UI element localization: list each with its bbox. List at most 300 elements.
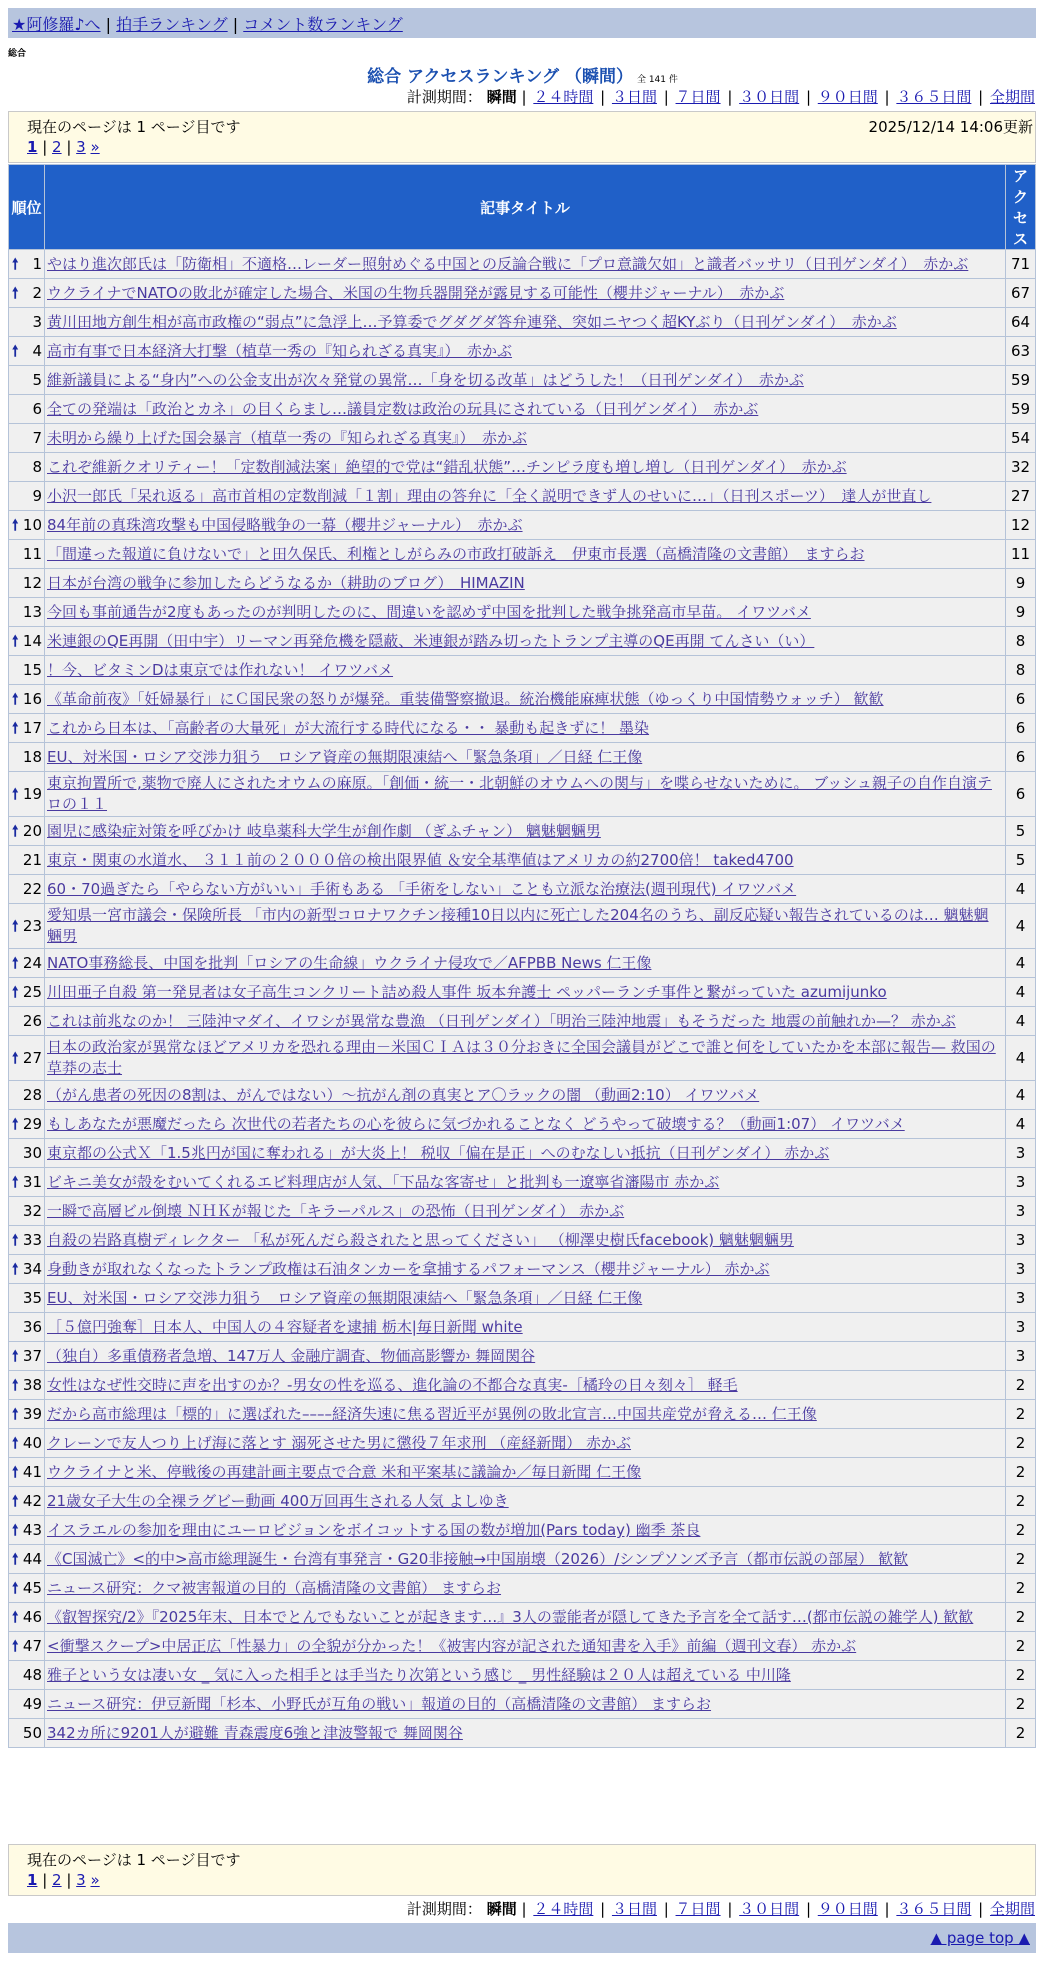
article-title-link[interactable]: 342カ所に9201人が避難 青森震度6強と津波警報で 舞岡関谷: [47, 1724, 463, 1742]
rank-cell: [9, 1168, 45, 1197]
rank-number: 48: [22, 1666, 42, 1684]
rank-number: 19: [22, 785, 42, 803]
updated-timestamp: 2025/12/14 14:06更新: [868, 118, 1033, 136]
access-count: 63: [1006, 337, 1036, 366]
period-7d-link[interactable]: ７日間: [675, 88, 721, 106]
article-title-link[interactable]: 東京・関東の水道水、 ３１１前の２０００倍の検出限界値 ＆安全基準値はアメリカの約2700倍！ taked4700: [47, 851, 794, 869]
table-row: [9, 1313, 1036, 1342]
rank-cell: [9, 817, 45, 846]
table-row: [9, 904, 1036, 949]
article-title-link[interactable]: ！今、ビタミンDは東京では作れない！ イワツバメ: [47, 661, 394, 679]
table-row: [9, 1400, 1036, 1429]
rank-number: 35: [22, 1289, 42, 1307]
title-cell: [45, 1313, 1006, 1342]
rank-number: 28: [22, 1086, 42, 1104]
period-current: 瞬間: [486, 1900, 517, 1918]
table-row: [9, 1110, 1036, 1139]
article-title-link[interactable]: 高市有事で日本経済大打撃（植草一秀の『知られざる真実』） 赤かぶ: [47, 342, 513, 360]
rank-cell: [9, 1516, 45, 1545]
up-arrow-icon: 🠕: [12, 1550, 19, 1568]
rank-number: 21: [22, 851, 42, 869]
table-row: [9, 1487, 1036, 1516]
title-cell: [45, 250, 1006, 279]
next-page-link[interactable]: »: [90, 138, 100, 156]
rank-number: 33: [22, 1231, 42, 1249]
rank-cell: [9, 743, 45, 772]
title-cell: [45, 627, 1006, 656]
article-title-link[interactable]: 自殺の岩路真樹ディレクター 「私が死んだら殺されたと思ってください」 （柳澤史樹氏facebook) 魑魅魍魎男: [47, 1231, 794, 1249]
access-count: 3: [1006, 1313, 1036, 1342]
rank-cell: [9, 279, 45, 308]
up-arrow-icon: 🠕: [12, 719, 19, 737]
title-cell: [45, 714, 1006, 743]
page-link[interactable]: 3: [76, 138, 86, 156]
article-title-link[interactable]: ウクライナでNATOの敗北が確定した場合、米国の生物兵器開発が露見する可能性（櫻井ジャーナル） 赤かぶ: [47, 284, 785, 302]
up-arrow-icon: 🠕: [12, 983, 19, 1001]
access-count: 12: [1006, 511, 1036, 540]
rank-cell: [9, 1110, 45, 1139]
rank-number: 25: [22, 983, 42, 1001]
up-arrow-icon: 🠕: [12, 822, 19, 840]
title-cell: [45, 569, 1006, 598]
access-count: 2: [1006, 1719, 1036, 1748]
rank-cell: [9, 1197, 45, 1226]
rank-number: 2: [32, 284, 42, 302]
table-row: [9, 817, 1036, 846]
title-cell: [45, 337, 1006, 366]
access-count: 2: [1006, 1400, 1036, 1429]
article-title-link[interactable]: 一瞬で高層ビル倒壊 ＮＨＫが報じた「キラーパルス」の恐怖（日刊ゲンダイ） 赤かぶ: [47, 1202, 625, 1220]
table-row: [9, 453, 1036, 482]
article-title-link[interactable]: 21歳女子大生の全裸ラグビー動画 400万回再生される人気 よしゆき: [47, 1492, 509, 1510]
access-count: 3: [1006, 1342, 1036, 1371]
rank-number: 30: [22, 1144, 42, 1162]
period-30d-link[interactable]: ３０日間: [739, 1900, 800, 1918]
rank-number: 34: [22, 1260, 42, 1278]
rank-cell: [9, 1574, 45, 1603]
rank-number: 45: [22, 1579, 42, 1597]
up-arrow-icon: 🠕: [12, 342, 19, 360]
rank-cell: [9, 1458, 45, 1487]
article-title-link[interactable]: ビキニ美女が殻をむいてくれるエビ料理店が人気、「下品な客寄せ」と批判も一遼寧省瀋陽市 赤かぶ: [47, 1173, 720, 1191]
up-arrow-icon: 🠕: [12, 255, 19, 273]
rank-cell: [9, 250, 45, 279]
table-row: [9, 395, 1036, 424]
period-30d-link[interactable]: ３０日間: [739, 88, 800, 106]
rank-cell: [9, 1719, 45, 1748]
rank-cell: [9, 1081, 45, 1110]
nav-links: [12, 12, 403, 35]
rank-cell: [9, 1661, 45, 1690]
access-count: 8: [1006, 656, 1036, 685]
article-title-link[interactable]: 「間違った報道に負けないで」と田久保氏、利権としがらみの市政打破訴え 伊東市長選（高橋清隆の文書館） ますらお: [47, 545, 865, 563]
title-cell: [45, 1255, 1006, 1284]
page-link-current[interactable]: 1: [27, 1871, 38, 1889]
rank-cell: [9, 846, 45, 875]
access-count: 59: [1006, 366, 1036, 395]
access-count: 3: [1006, 1139, 1036, 1168]
rank-number: 29: [22, 1115, 42, 1133]
rank-cell: [9, 1429, 45, 1458]
rank-number: 13: [22, 603, 42, 621]
table-row: [9, 714, 1036, 743]
period-all-link[interactable]: 全期間: [989, 88, 1035, 106]
clap-ranking-link[interactable]: 拍手ランキング: [116, 15, 228, 34]
article-title-link[interactable]: 愛知県一宮市議会・保険所長 「市内の新型コロナワクチン接種10日以内に死亡した204名のうち、副反応疑い報告されているのは… 魑魅魍魎男: [47, 906, 989, 945]
article-title-link[interactable]: 今回も事前通告が2度もあったのが判明したのに、間違いを認めず中国を批判した戦争挑発高市早苗。 イワツバメ: [47, 603, 811, 621]
article-title-link[interactable]: もしあなたが悪魔だったら 次世代の若者たちの心を彼らに気づかれることなく どうやって破壊する？（動画1:07） イワツバメ: [47, 1115, 905, 1133]
access-count: 8: [1006, 627, 1036, 656]
table-row: [9, 250, 1036, 279]
rank-cell: [9, 395, 45, 424]
rank-cell: [9, 1400, 45, 1429]
rank-cell: [9, 482, 45, 511]
access-count: 27: [1006, 482, 1036, 511]
period-7d-link[interactable]: ７日間: [675, 1900, 721, 1918]
up-arrow-icon: 🠕: [12, 632, 19, 650]
rank-number: 12: [22, 574, 42, 592]
table-row: [9, 1574, 1036, 1603]
nav-separator: |: [105, 15, 112, 34]
rank-number: 39: [22, 1405, 42, 1423]
section-label: 総合: [8, 49, 27, 59]
rank-cell: [9, 511, 45, 540]
title-cell: [45, 1545, 1006, 1574]
table-row: [9, 1719, 1036, 1748]
access-count: 59: [1006, 395, 1036, 424]
article-title-link[interactable]: やはり進次郎氏は「防衛相」不適格…レーダー照射めぐる中国との反論合戦に「プロ意識欠如」と識者バッサリ（日刊ゲンダイ） 赤かぶ: [47, 254, 969, 273]
article-title-link[interactable]: 女性はなぜ性交時に声を出すのか？-男女の性を巡る、進化論の不都合な真実-［橘玲の日々刻々］ 軽毛: [47, 1376, 738, 1394]
page-link[interactable]: 2: [52, 138, 62, 156]
up-arrow-icon: 🠕: [12, 1260, 19, 1278]
title-cell: [45, 875, 1006, 904]
access-count: 4: [1006, 904, 1036, 949]
paging-box-top: [8, 111, 1036, 163]
up-arrow-icon: 🠕: [12, 1463, 19, 1481]
article-title-link[interactable]: 全ての発端は「政治とカネ」の目くらまし…議員定数は政治の玩具にされている（日刊ゲンダイ） 赤かぶ: [47, 400, 759, 418]
title-cell: [45, 1516, 1006, 1545]
article-title-link[interactable]: 《革命前夜》「妊婦暴行」にＣ国民衆の怒りが爆発。重装備警察撤退。統治機能麻痺状態（ゆっくり中国情勢ウォッチ） 歓歓: [47, 690, 884, 708]
access-count: 6: [1006, 772, 1036, 817]
access-count: 9: [1006, 598, 1036, 627]
article-title-link[interactable]: 《叡智探究/2》『2025年末、日本でとんでもないことが起きます…』3人の霊能者が隠してきた予言を全て話す…(都市伝説の雑学人) 歓歓: [47, 1607, 974, 1626]
rank-cell: [9, 978, 45, 1007]
access-count: 2: [1006, 1690, 1036, 1719]
rank-cell: [9, 424, 45, 453]
rank-number: 40: [22, 1434, 42, 1452]
title-cell: [45, 1110, 1006, 1139]
ranking-table: [8, 164, 1036, 1748]
rank-cell: [9, 1284, 45, 1313]
table-row: [9, 1545, 1036, 1574]
title-cell: [45, 424, 1006, 453]
up-arrow-icon: 🠕: [12, 1049, 19, 1067]
access-count: 54: [1006, 424, 1036, 453]
access-count: 4: [1006, 1036, 1036, 1081]
rank-cell: [9, 1690, 45, 1719]
table-row: [9, 1458, 1036, 1487]
access-count: 4: [1006, 875, 1036, 904]
up-arrow-icon: 🠕: [12, 516, 19, 534]
article-title-link[interactable]: 雅子という女は凄い女 _ 気に入った相手とは手当たり次第という感じ _ 男性経験は２０人は超えている 中川隆: [47, 1666, 791, 1684]
table-row: [9, 1081, 1036, 1110]
rank-number: 43: [22, 1521, 42, 1539]
page-link[interactable]: 2: [52, 1871, 62, 1889]
rank-number: 7: [32, 429, 42, 447]
rank-number: 4: [32, 342, 42, 360]
period-label: 計測期間：: [406, 88, 482, 106]
article-title-link[interactable]: ウクライナと米、停戦後の再建計画主要点で合意 米和平案基に議論か／毎日新聞 仁王像: [47, 1463, 642, 1481]
rank-cell: [9, 1036, 45, 1081]
rank-cell: [9, 1487, 45, 1516]
access-count: 6: [1006, 714, 1036, 743]
period-all-link[interactable]: 全期間: [989, 1900, 1035, 1918]
title-cell: [45, 366, 1006, 395]
rank-cell: [9, 714, 45, 743]
article-title-link[interactable]: EU、対米国・ロシア交渉力狙う ロシア資産の無期限凍結へ「緊急条項」／日経 仁王像: [47, 1289, 643, 1307]
rank-number: 11: [22, 545, 42, 563]
period-90d-link[interactable]: ９０日間: [817, 88, 878, 106]
up-arrow-icon: 🠕: [12, 1405, 19, 1423]
title-cell: [45, 904, 1006, 949]
rank-cell: [9, 685, 45, 714]
table-header-row: [9, 165, 1036, 250]
article-title-link[interactable]: 《C国滅亡》<的中>高市総理誕生・台湾有事発言・G20非接触→中国崩壊（2026）/シンプソンズ予言（都市伝説の部屋） 歓歓: [47, 1550, 909, 1568]
ranking-table-body: [9, 250, 1036, 1748]
title-cell: [45, 1632, 1006, 1661]
article-title-link[interactable]: 未明から繰り上げた国会暴言（植草一秀の『知られざる真実』） 赤かぶ: [47, 429, 528, 447]
article-title-link[interactable]: これぞ維新クオリティー！「定数削減法案」絶望的で党は“錯乱状態”…チンピラ度も増し増し（日刊ゲンダイ） 赤かぶ: [47, 458, 847, 476]
article-title-link[interactable]: 維新議員による“身内”への公金支出が次々発覚の異常…「身を切る改革」はどうした！（日刊ゲンダイ） 赤かぶ: [47, 371, 804, 389]
article-title-link[interactable]: イスラエルの参加を理由にユーロビジョンをボイコットする国の数が増加(Pars today) 幽季 茶良: [47, 1521, 701, 1539]
rank-number: 3: [32, 313, 42, 331]
period-selector-bottom: 計測期間： 瞬間 | ２４時間 | ３日間 | ７日間 | ３０日間 | ９０日間 | ３６５日間 | 全期間: [406, 1900, 1035, 1918]
article-title-link[interactable]: 60・70過ぎたら「やらない方がいい」手術もある 「手術をしない」ことも立派な治療法(週刊現代) イワツバメ: [47, 880, 797, 898]
article-title-link[interactable]: 84年前の真珠湾攻撃も中国侵略戦争の一幕（櫻井ジャーナル） 赤かぶ: [47, 516, 523, 534]
total-count: 全 141 件: [636, 75, 678, 85]
table-row: [9, 772, 1036, 817]
title-cell: [45, 772, 1006, 817]
title-cell: [45, 1007, 1006, 1036]
period-24h-link[interactable]: ２４時間: [533, 1900, 594, 1918]
article-title-link[interactable]: 園児に感染症対策を呼びかけ 岐阜薬科大学生が創作劇 （ぎふチャン） 魑魅魍魎男: [47, 822, 601, 840]
title-cell: [45, 1574, 1006, 1603]
period-current: 瞬間: [486, 88, 517, 106]
rank-cell: [9, 772, 45, 817]
up-arrow-icon: 🠕: [12, 917, 19, 935]
access-count: 2: [1006, 1516, 1036, 1545]
rank-number: 14: [22, 632, 42, 650]
article-title-link[interactable]: NATO事務総長、中国を批判「ロシアの生命線」ウクライナ侵攻で／AFPBB News 仁王像: [47, 954, 652, 972]
access-count: 2: [1006, 1603, 1036, 1632]
up-arrow-icon: 🠕: [12, 1376, 19, 1394]
article-title-link[interactable]: ニュース研究：クマ被害報道の目的（高橋清隆の文書館） ますらお: [47, 1579, 502, 1597]
article-title-link[interactable]: クレーンで友人つり上げ海に落とす 溺死させた男に懲役７年求刑 （産経新聞） 赤かぶ: [47, 1434, 632, 1452]
rank-number: 31: [22, 1173, 42, 1191]
period-90d-link[interactable]: ９０日間: [817, 1900, 878, 1918]
article-title-link[interactable]: これは前兆なのか！ 三陸沖マダイ、イワシが異常な豊漁 （日刊ゲンダイ）「明治三陸沖地震」もそうだった 地震の前触れか—？ 赤かぶ: [47, 1011, 956, 1030]
article-title-link[interactable]: 小沢一郎氏「呆れ返る」高市首相の定数削減「１割」理由の答弁に「全く説明できず人のせいに…」（日刊スポーツ） 達人が世直し: [47, 486, 932, 505]
rank-number: 49: [22, 1695, 42, 1713]
access-count: 4: [1006, 1007, 1036, 1036]
up-arrow-icon: 🠕: [12, 1434, 19, 1452]
rank-cell: [9, 656, 45, 685]
access-count: 3: [1006, 1284, 1036, 1313]
period-365d-link[interactable]: ３６５日間: [896, 88, 972, 106]
table-row: [9, 1197, 1036, 1226]
rank-cell: [9, 1313, 45, 1342]
access-count: 5: [1006, 846, 1036, 875]
table-row: [9, 1632, 1036, 1661]
rank-cell: [9, 540, 45, 569]
nav-separator: |: [232, 15, 239, 34]
period-365d-link[interactable]: ３６５日間: [896, 1900, 972, 1918]
rank-number: 47: [22, 1637, 42, 1655]
title-cell: [45, 482, 1006, 511]
rank-cell: [9, 1371, 45, 1400]
period-3d-link[interactable]: ３日間: [611, 1900, 657, 1918]
article-title-link[interactable]: 日本が台湾の戦争に参加したらどうなるか（耕助のブログ） HIMAZIN: [47, 574, 525, 592]
title-cell: [45, 1081, 1006, 1110]
article-title-link[interactable]: <衝撃スクープ>中居正広「性暴力」の全貌が分かった！《被害内容が記された通知書を入手》前編（週刊文春） 赤かぶ: [47, 1637, 857, 1655]
period-3d-link[interactable]: ３日間: [611, 88, 657, 106]
table-row: [9, 1690, 1036, 1719]
rank-number: 38: [22, 1376, 42, 1394]
rank-number: 9: [32, 487, 42, 505]
up-arrow-icon: 🠕: [12, 1608, 19, 1626]
rank-cell: [9, 904, 45, 949]
article-title-link[interactable]: これから日本は、「高齢者の大量死」が大流行する時代になる・・ 暴動も起きずに！ 墨染: [47, 719, 650, 737]
up-arrow-icon: 🠕: [12, 1492, 19, 1510]
access-count: 5: [1006, 817, 1036, 846]
article-title-link[interactable]: ［５億円強奪］日本人、中国人の４容疑者を逮捕 栃木|毎日新聞 white: [47, 1318, 523, 1336]
title-cell: [45, 1139, 1006, 1168]
article-title-link[interactable]: 東京拘置所で,薬物で廃人にされたオウムの麻原。「創価・統一・北朝鮮のオウムへの関与」を喋らせないために。 ブッシュ親子の自作自演テロの１１: [47, 774, 992, 813]
article-title-link[interactable]: ニュース研究：伊豆新聞「杉本、小野氏が互角の戦い」報道の目的（高橋清隆の文書館） ますらお: [47, 1695, 712, 1713]
table-row: [9, 949, 1036, 978]
next-page-link[interactable]: »: [90, 1871, 100, 1889]
up-arrow-icon: 🠕: [12, 1231, 19, 1249]
article-title-link[interactable]: （がん患者の死因の8割は、がんではない）～抗がん剤の真実とア〇ラックの闇 （動画2:10） イワツバメ: [47, 1085, 760, 1104]
title-cell: [45, 598, 1006, 627]
top-navigation-bar: [8, 8, 1036, 38]
title-cell: [45, 1458, 1006, 1487]
title-cell: [45, 279, 1006, 308]
title-cell: [45, 1226, 1006, 1255]
rank-number: 27: [22, 1049, 42, 1067]
title-cell: [45, 308, 1006, 337]
table-row: [9, 1036, 1036, 1081]
title-cell: [45, 1168, 1006, 1197]
comment-ranking-link[interactable]: コメント数ランキング: [243, 15, 403, 34]
rank-number: 8: [32, 458, 42, 476]
access-count: 2: [1006, 1458, 1036, 1487]
title-cell: [45, 656, 1006, 685]
title-cell: [45, 1661, 1006, 1690]
title-cell: [45, 978, 1006, 1007]
rank-number: 22: [22, 880, 42, 898]
up-arrow-icon: 🠕: [12, 1347, 19, 1365]
up-arrow-icon: 🠕: [12, 1521, 19, 1539]
access-count: 4: [1006, 1110, 1036, 1139]
title-cell: [45, 395, 1006, 424]
rank-cell: [9, 308, 45, 337]
rank-cell: [9, 1139, 45, 1168]
title-cell: [45, 1197, 1006, 1226]
rank-cell: [9, 1226, 45, 1255]
access-count: 3: [1006, 1255, 1036, 1284]
page-link[interactable]: 3: [76, 1871, 86, 1889]
article-title-link[interactable]: 身動きが取れなくなったトランプ政権は石油タンカーを拿捕するパフォーマンス（櫻井ジャーナル） 赤かぶ: [47, 1260, 770, 1278]
title-cell: [45, 1690, 1006, 1719]
rank-number: 15: [22, 661, 42, 679]
rank-number: 6: [32, 400, 42, 418]
article-title-link[interactable]: EU、対米国・ロシア交渉力狙う ロシア資産の無期限凍結へ「緊急条項」／日経 仁王像: [47, 748, 643, 766]
article-title-link[interactable]: 日本の政治家が異常なほどアメリカを恐れる理由－米国ＣＩＡは３０分おきに全国会議員がどこで誰と何をしていたかを本部に報告— 救国の草莽の志士: [47, 1038, 996, 1077]
article-title-link[interactable]: 東京都の公式Ｘ「1.5兆円が国に奪われる」が大炎上！ 税収「偏在是正」へのむなしい抵抗（日刊ゲンダイ） 赤かぶ: [47, 1144, 830, 1162]
page-top-link[interactable]: ▲ page top ▲: [930, 1929, 1030, 1947]
access-count: 6: [1006, 685, 1036, 714]
table-row: [9, 1429, 1036, 1458]
table-row: [9, 424, 1036, 453]
article-title-link[interactable]: だから高市総理は「標的」に選ばれた––––経済失速に焦る習近平が異例の敗北宣言…中国共産党が脅える… 仁王像: [47, 1405, 817, 1423]
table-row: [9, 978, 1036, 1007]
table-row: [9, 1007, 1036, 1036]
rank-number: 10: [22, 516, 42, 534]
title-cell: [45, 685, 1006, 714]
rank-number: 42: [22, 1492, 42, 1510]
home-link[interactable]: ★阿修羅♪へ: [12, 15, 101, 34]
article-title-link[interactable]: 川田亜子自殺 第一発見者は女子高生コンクリート詰め殺人事件 坂本弁護士 ペッパーランチ事件と繋がっていた azumijunko: [47, 983, 887, 1001]
rank-number: 32: [22, 1202, 42, 1220]
rank-number: 5: [32, 371, 42, 389]
title-cell: [45, 453, 1006, 482]
table-row: [9, 1661, 1036, 1690]
table-row: [9, 656, 1036, 685]
bottom-bar: [8, 1923, 1036, 1953]
rank-number: 46: [22, 1608, 42, 1626]
rank-number: 17: [22, 719, 42, 737]
table-row: [9, 685, 1036, 714]
up-arrow-icon: 🠕: [12, 785, 19, 803]
article-title-link[interactable]: （独自）多重債務者急増、147万人 金融庁調査、物価高影響か 舞岡関谷: [47, 1347, 536, 1365]
title-cell: [45, 511, 1006, 540]
page-link-current[interactable]: 1: [27, 138, 38, 156]
access-count: 3: [1006, 1197, 1036, 1226]
article-title-link[interactable]: 黄川田地方創生相が高市政権の“弱点”に急浮上…予算委でグダグダ答弁連発、突如ニヤつく超KYぶり（日刊ゲンダイ） 赤かぶ: [47, 313, 897, 331]
title-cell: [45, 1371, 1006, 1400]
table-row: [9, 569, 1036, 598]
table-row: [9, 308, 1036, 337]
rank-number: 16: [22, 690, 42, 708]
rank-cell: [9, 337, 45, 366]
table-row: [9, 1284, 1036, 1313]
rank-number: 37: [22, 1347, 42, 1365]
up-arrow-icon: 🠕: [12, 954, 19, 972]
up-arrow-icon: 🠕: [12, 690, 19, 708]
rank-cell: [9, 875, 45, 904]
up-arrow-icon: 🠕: [12, 284, 19, 302]
article-title-link[interactable]: 米連銀のQE再開（田中宇）リーマン再発危機を隠蔽、米連銀が踏み切ったトランプ主導のQE再開 てんさい（い）: [47, 632, 815, 650]
title-cell: [45, 1719, 1006, 1748]
period-24h-link[interactable]: ２４時間: [533, 88, 594, 106]
access-count: 2: [1006, 1574, 1036, 1603]
paging-box-bottom: [8, 1844, 1036, 1896]
access-count: 2: [1006, 1429, 1036, 1458]
table-row: [9, 1168, 1036, 1197]
access-count: 67: [1006, 279, 1036, 308]
access-count: 4: [1006, 1081, 1036, 1110]
